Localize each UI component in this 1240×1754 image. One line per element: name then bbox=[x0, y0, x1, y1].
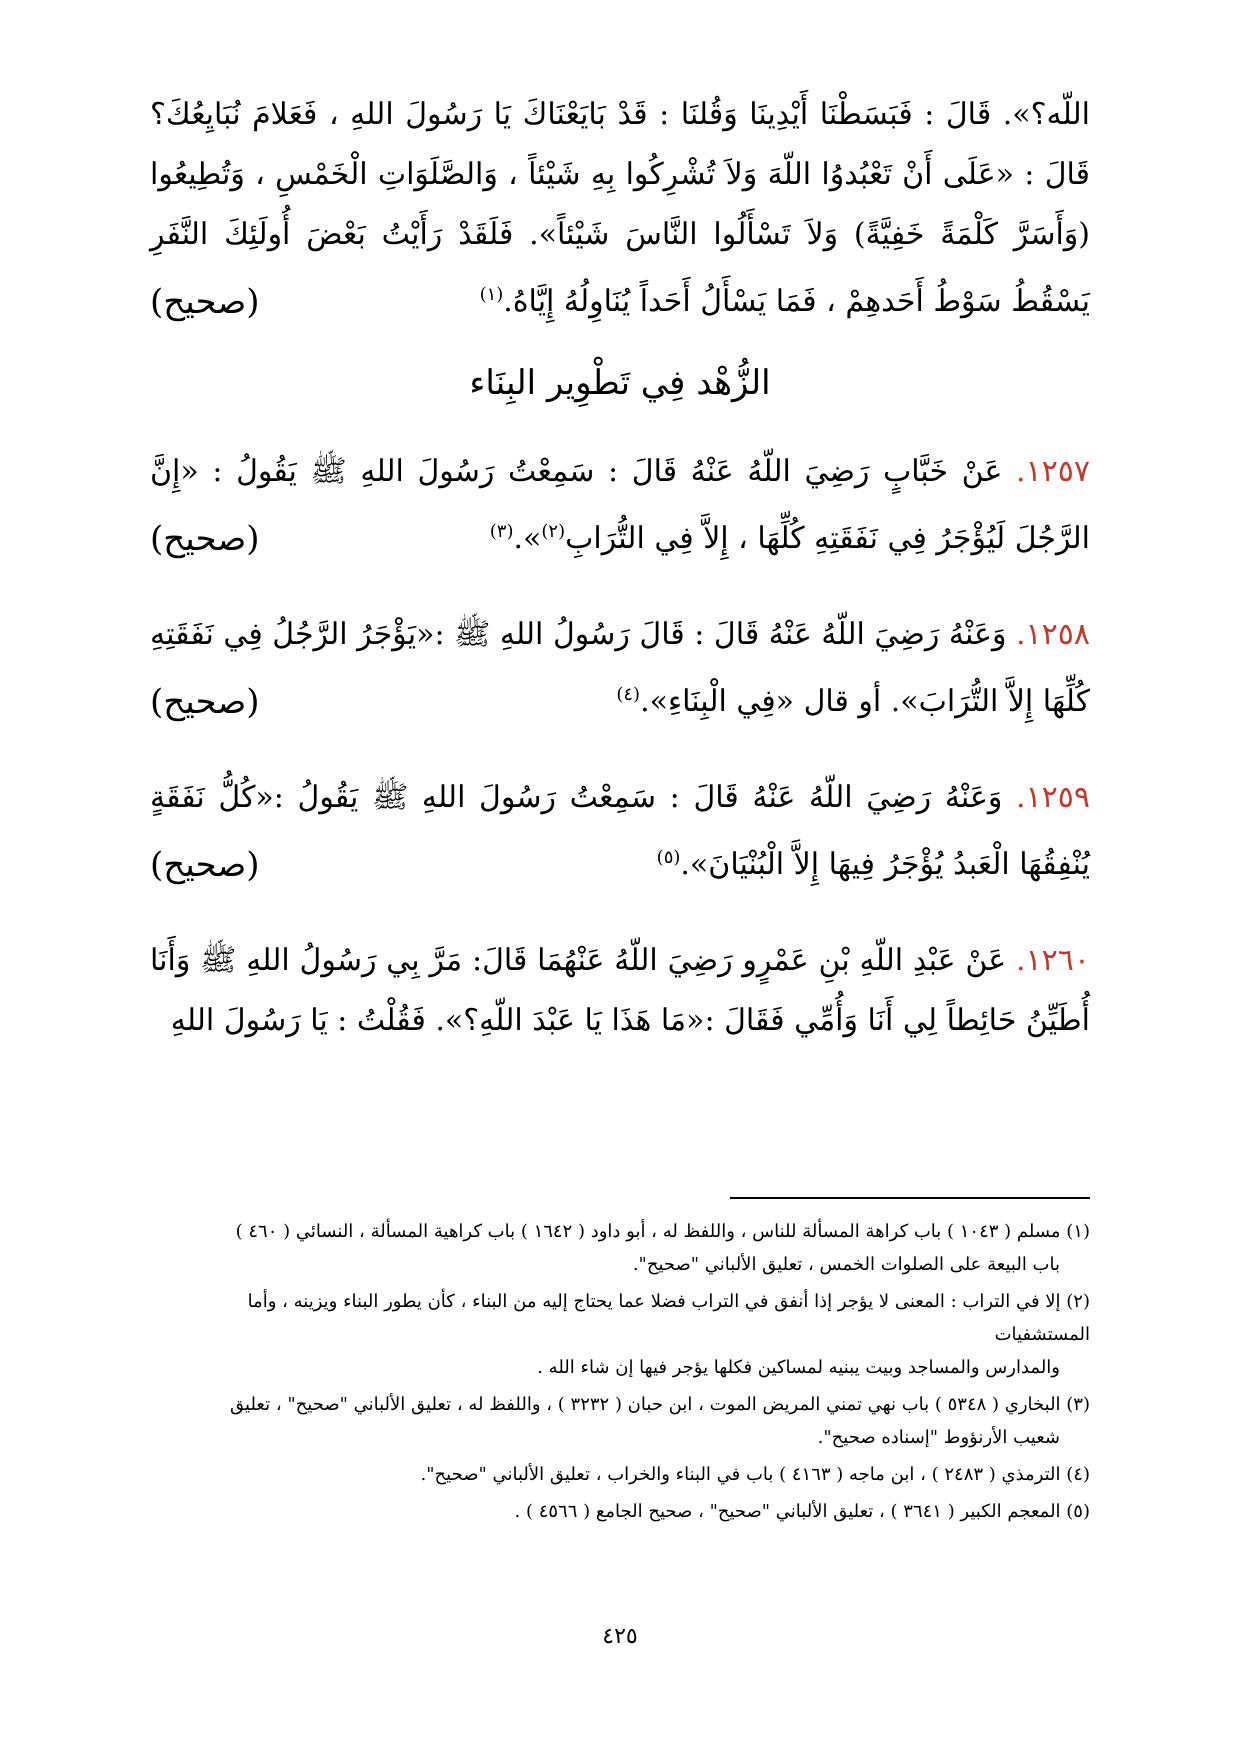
footnote-4 bbox=[150, 1458, 1090, 1491]
footnote-line: والمدارس والمساجد وبيت يبنيه لمساكين فكلها يؤجر فيها إن شاء الله . bbox=[537, 1357, 1060, 1378]
footnote-line: باب البيعة على الصلوات الخمس ، تعليق الألباني "صحيح". bbox=[632, 1254, 1060, 1275]
footnote-ref: (٥) bbox=[656, 847, 681, 868]
footnote-line: (٢) إلا في التراب : المعنى لا يؤجر إذا أنفق في التراب فضلا عما يحتاج إليه من البناء ، كأن يطور البناء ويزينه ، وأما المستشفيات bbox=[247, 1291, 1090, 1345]
footnote-line: شعيب الأرنؤوط "إسناده صحيح". bbox=[817, 1427, 1060, 1448]
grade-label: (صحيح) bbox=[150, 282, 260, 322]
footnote-ref: (٢) bbox=[541, 521, 566, 542]
footnotes bbox=[150, 1215, 1090, 1532]
section-heading: الزُّهْد فِي تَطْوِير البِنَاء bbox=[469, 363, 771, 403]
page-number: ٤٢٥ bbox=[602, 1624, 638, 1649]
grade-label: (صحيح) bbox=[150, 682, 260, 722]
hadith-tail: ». bbox=[513, 521, 542, 556]
intro-text: اللّه؟». قَالَ : فَبَسَطْنَا أَيْدِينَا وَقُلنَا : قَدْ بَايَعْنَاكَ يَا رَسُولَ اللهِ ، فَعَلامَ نُبَايِعُكَ؟ قَالَ : «عَلَى أَنْ تَعْبُدوُا اللّهَ وَلاَ تُشْرِكُوا بِهِ شَيْئاً ، وَالصَّلَوَاتِ الْخَمْسِ ، وَتُطِيعُوا (وَأَسَرَّ كَلْمَةً خَفِيَّةً) وَلاَ تَسْأَلُوا النَّاسَ شَيْئاً». فَلَقَدْ رَأَيْتُ بَعْضَ أُولَئِكَ النَّفَرِ يَسْقُطُ سَوْطُ أَحَدهِمْ ، فَمَا يَسْأَلُ أَحَداً يُنَاوِلُهُ إِيَّاهُ. bbox=[150, 97, 1091, 319]
hadith-number: ١٢٥٨. bbox=[1016, 617, 1090, 652]
hadith-1259 bbox=[150, 768, 1090, 895]
hadith-1257 bbox=[150, 442, 1090, 569]
hadith-text: عَنْ خَبَّابٍ رَضِيَ اللّهُ عَنْهُ قَالَ : سَمِعْتُ رَسُولَ اللهِ ﷺ يَقُولُ : «إِنَّ الرَّجُلَ لَيُؤْجَرُ فِي نَفَقَتِهِ كُلِّهَا ، إِلاَّ فِي التُّرَابِ bbox=[150, 454, 1090, 556]
footnote-line: (٥) المعجم الكبير ( ٣٦٤١ ) ، تعليق الألباني "صحيح" ، صحيح الجامع ( ٤٥٦٦ ) . bbox=[514, 1501, 1090, 1522]
footnote-line: (٣) البخاري ( ٥٣٤٨ ) باب نهي تمني المريض الموت ، ابن حبان ( ٣٢٣٢ ) ، واللفظ له ، تعليق الألباني "صحيح" ، تعليق bbox=[230, 1394, 1090, 1415]
footnote-1 bbox=[150, 1215, 1090, 1281]
hadith-number: ١٢٦٠. bbox=[1016, 943, 1090, 978]
footnote-2 bbox=[150, 1285, 1090, 1384]
footnote-3 bbox=[150, 1388, 1090, 1454]
main-text bbox=[150, 85, 1090, 1087]
footnote-line: (١) مسلم ( ١٠٤٣ ) باب كراهة المسألة للناس ، واللفظ له ، أبو داود ( ١٦٤٢ ) باب كراهية المسألة ، النسائي ( ٤٦٠ ) bbox=[235, 1221, 1090, 1242]
footnote-line: (٤) الترمذي ( ٢٤٨٣ ) ، ابن ماجه ( ٤١٦٣ ) باب في البناء والخراب ، تعليق الألباني "صحيح". bbox=[420, 1464, 1090, 1485]
footnote-ref: (١) bbox=[479, 284, 504, 305]
hadith-1260 bbox=[150, 931, 1090, 1051]
hadith-text: عَنْ عَبْدِ اللّهِ بْنِ عَمْرٍو رَضِيَ اللّهُ عَنْهُمَا قَالَ: مَرَّ بِي رَسُولُ اللهِ ﷺ وَأَنَا أُطَيِّنُ حَائِطاً لِي أَنَا وَأُمِّي فَقَالَ :«مَا هَذَا يَا عَبْدَ اللّهِ؟». فَقُلْتُ : يَا رَسُولَ اللهِ bbox=[150, 943, 1090, 1038]
hadith-number: ١٢٥٧. bbox=[1016, 454, 1090, 489]
intro-paragraph bbox=[150, 85, 1090, 332]
footnote-5 bbox=[150, 1495, 1090, 1528]
hadith-text: وَعَنْهُ رَضِيَ اللّهُ عَنْهُ قَالَ : سَمِعْتُ رَسُولَ اللهِ ﷺ يَقُولُ :«كُلُّ نَفَقَةٍ يُنْفِقُهَا الْعَبدُ يُؤْجَرُ فِيهَا إِلاَّ الْبُنْيَانَ». bbox=[150, 780, 1090, 882]
footnote-ref: (٤) bbox=[616, 684, 641, 705]
grade-label: (صحيح) bbox=[150, 519, 260, 559]
hadith-number: ١٢٥٩. bbox=[1016, 780, 1090, 815]
hadith-text: وَعَنْهُ رَضِيَ اللّهُ عَنْهُ قَالَ : قَالَ رَسُولُ اللهِ ﷺ :«يَؤْجَرُ الرَّجُلُ فِي نَفَقَتِهِ كُلِّهَا إِلاَّ التُّرَابَ». أو قال «فِي الْبِنَاءِ». bbox=[150, 617, 1090, 719]
hadith-1258 bbox=[150, 605, 1090, 732]
footnote-ref: (٣) bbox=[489, 521, 514, 542]
grade-label: (صحيح) bbox=[150, 845, 260, 885]
